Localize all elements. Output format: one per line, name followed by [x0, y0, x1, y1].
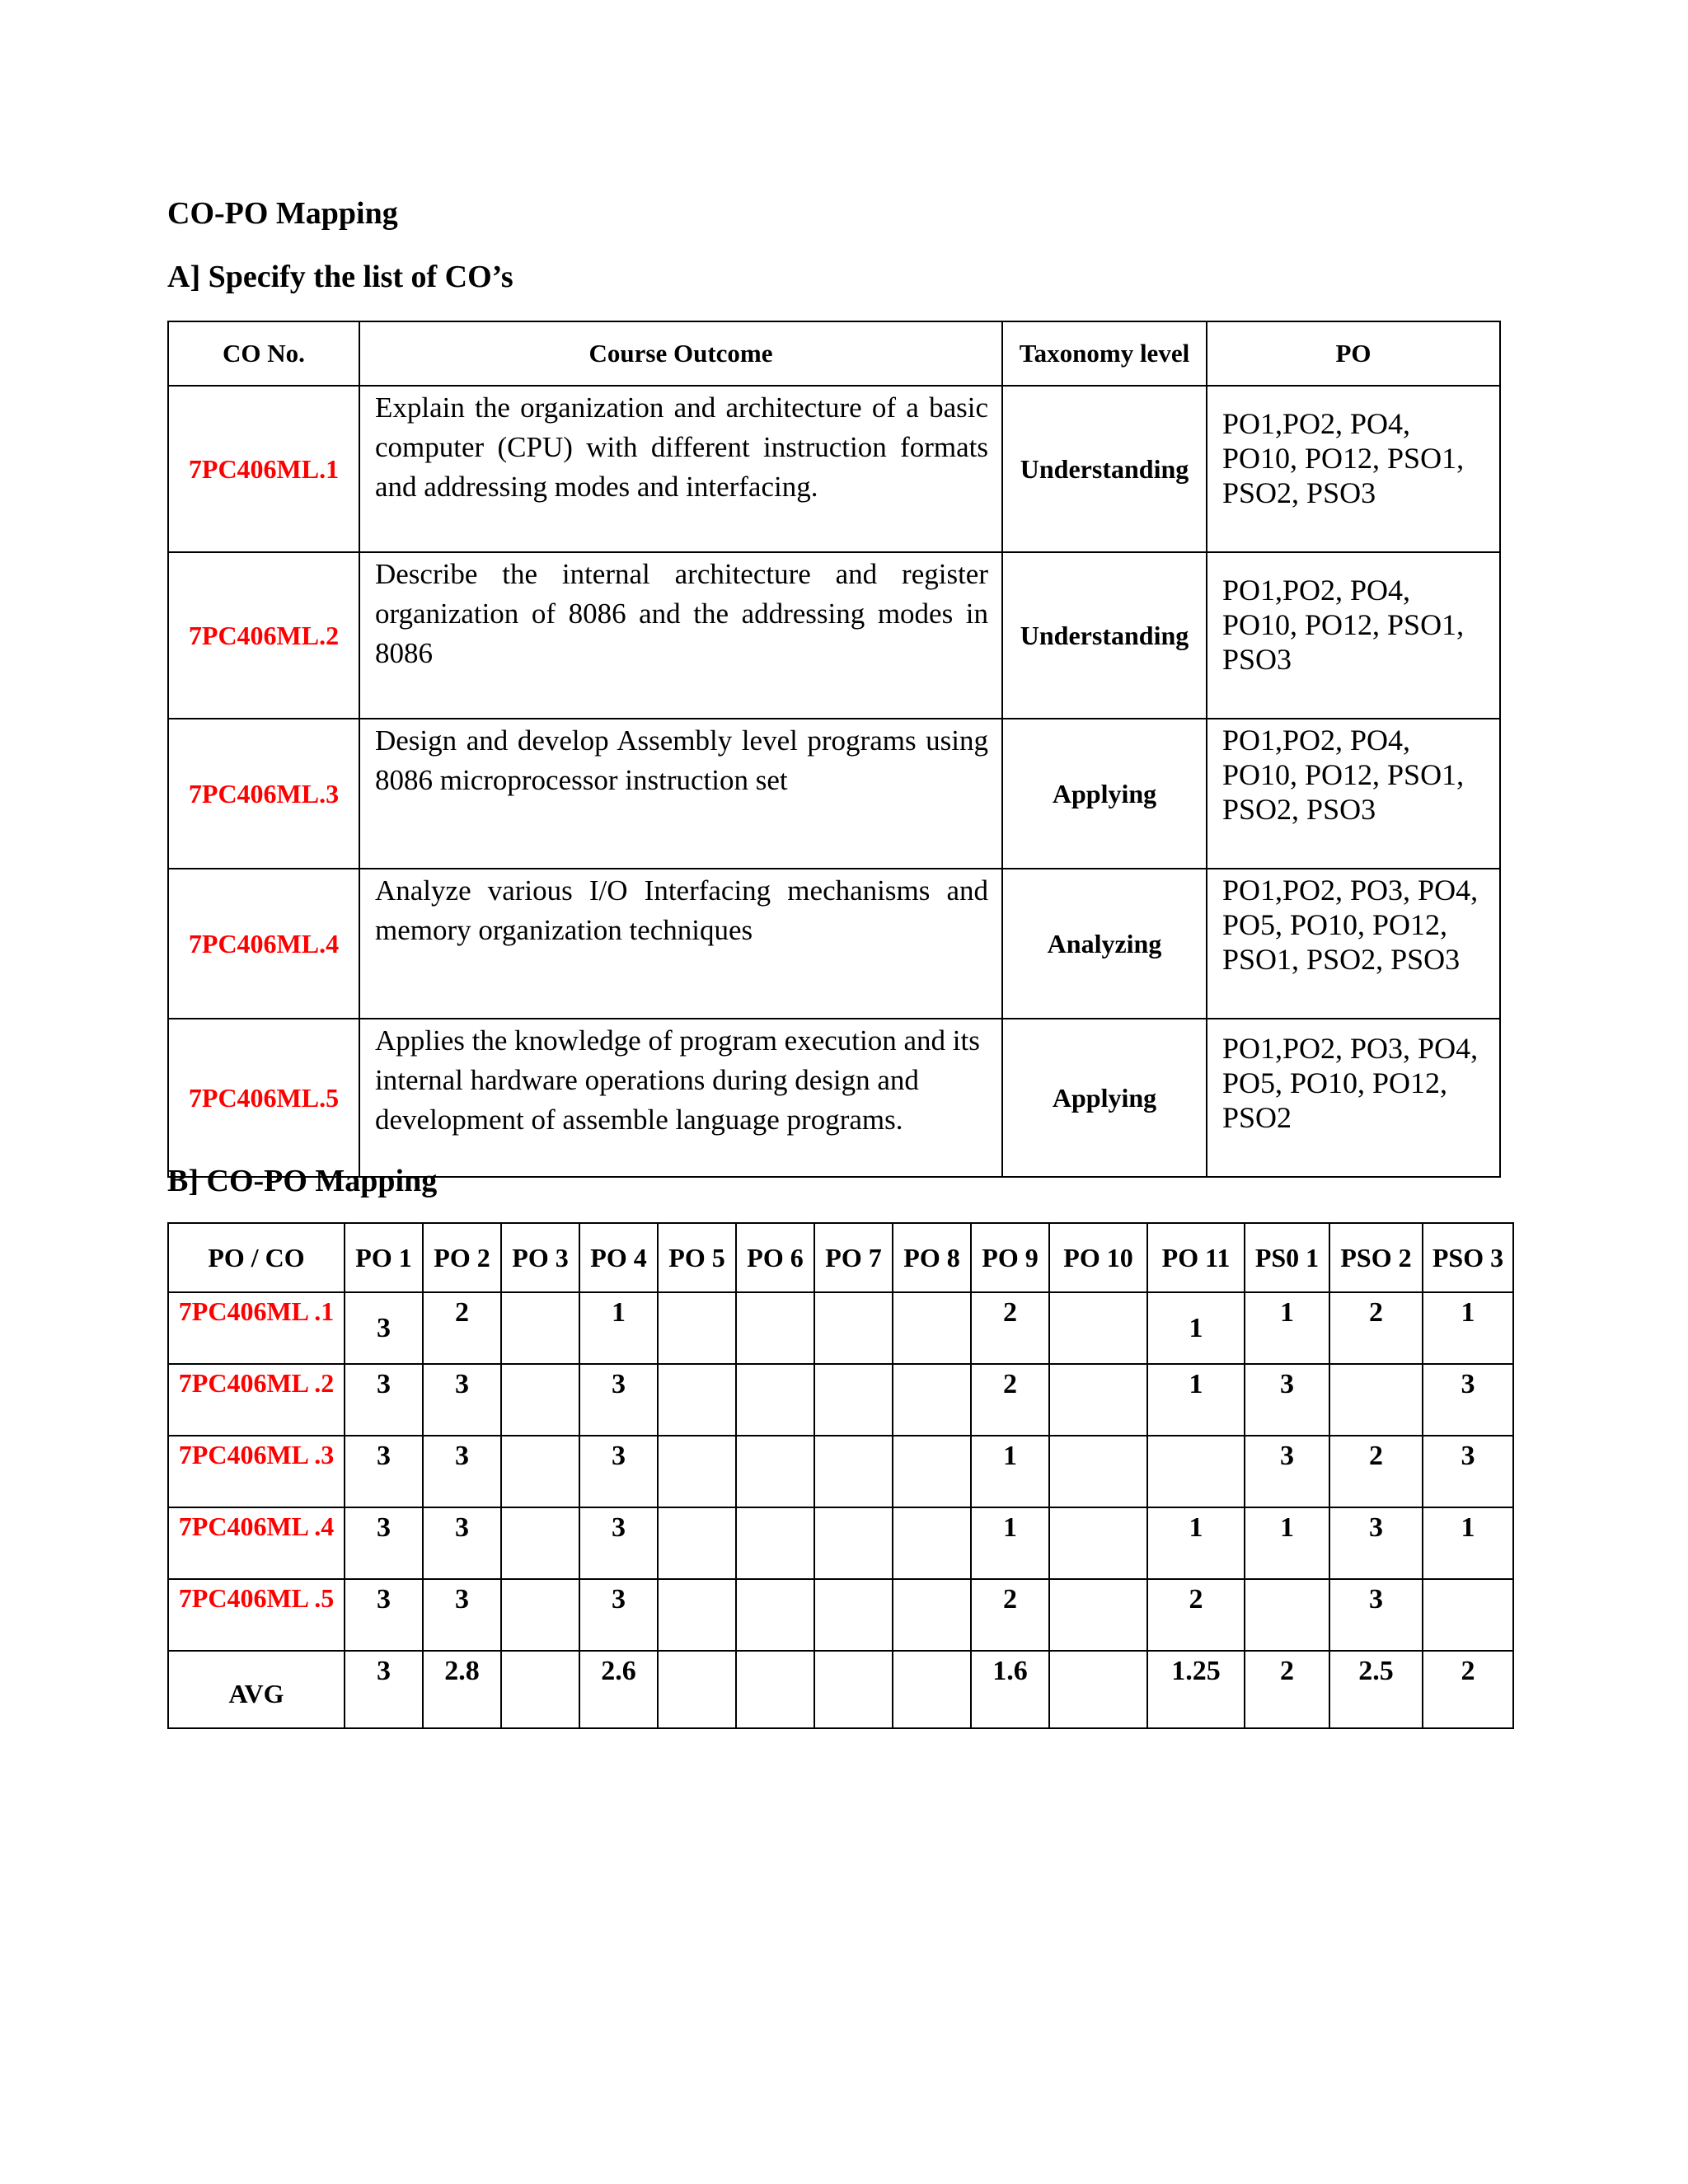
mapping-cell [1049, 1292, 1147, 1364]
po-list: PO1,PO2, PO4, PO10, PO12, PSO1, PSO2, PSO3 [1207, 719, 1500, 869]
mapping-cell: 1 [1147, 1507, 1245, 1579]
header-co-no: CO No. [168, 321, 359, 386]
mapping-cell: 2 [1329, 1292, 1423, 1364]
table-header-row [168, 321, 1500, 386]
row-label: 7PC406ML .2 [168, 1364, 345, 1436]
mapping-cell: 3 [423, 1579, 501, 1651]
avg-cell: 2 [1245, 1651, 1329, 1728]
header-po1: PO 1 [345, 1223, 423, 1292]
mapping-cell [736, 1364, 814, 1436]
table-row [168, 1364, 1513, 1436]
mapping-cell: 3 [579, 1507, 658, 1579]
mapping-cell [814, 1364, 893, 1436]
co-number: 7PC406ML.1 [168, 386, 359, 552]
mapping-cell [658, 1364, 736, 1436]
mapping-cell [893, 1507, 971, 1579]
table-row [168, 719, 1500, 869]
header-po11: PO 11 [1147, 1223, 1245, 1292]
avg-cell: 2 [1423, 1651, 1513, 1728]
header-course-outcome: Course Outcome [359, 321, 1002, 386]
table-row [168, 1019, 1500, 1177]
header-po6: PO 6 [736, 1223, 814, 1292]
avg-cell [501, 1651, 579, 1728]
mapping-cell: 3 [579, 1364, 658, 1436]
taxonomy-level: Understanding [1002, 386, 1207, 552]
mapping-cell [658, 1292, 736, 1364]
header-po5: PO 5 [658, 1223, 736, 1292]
avg-row [168, 1651, 1513, 1728]
table-row [168, 1507, 1513, 1579]
table-row [168, 1292, 1513, 1364]
mapping-cell [814, 1579, 893, 1651]
mapping-cell [893, 1579, 971, 1651]
mapping-cell: 1 [1147, 1364, 1245, 1436]
mapping-cell [501, 1364, 579, 1436]
mapping-cell [1423, 1579, 1513, 1651]
mapping-cell: 3 [579, 1436, 658, 1507]
mapping-cell [1049, 1436, 1147, 1507]
mapping-cell: 3 [1423, 1364, 1513, 1436]
header-po4: PO 4 [579, 1223, 658, 1292]
mapping-cell: 3 [345, 1579, 423, 1651]
taxonomy-level: Applying [1002, 1019, 1207, 1177]
co-number: 7PC406ML.3 [168, 719, 359, 869]
avg-cell [1049, 1651, 1147, 1728]
mapping-cell [736, 1292, 814, 1364]
mapping-cell [893, 1436, 971, 1507]
mapping-cell [1049, 1579, 1147, 1651]
po-list: PO1,PO2, PO4, PO10, PO12, PSO1, PSO2, PSO3 [1207, 386, 1500, 552]
mapping-cell [501, 1292, 579, 1364]
mapping-cell: 2 [971, 1292, 1049, 1364]
section-a-heading: A] Specify the list of CO’s [167, 260, 513, 294]
mapping-cell: 3 [1329, 1507, 1423, 1579]
mapping-cell [658, 1436, 736, 1507]
mapping-cell: 3 [345, 1436, 423, 1507]
mapping-cell: 3 [345, 1507, 423, 1579]
co-number: 7PC406ML.5 [168, 1019, 359, 1177]
header-taxonomy-level: Taxonomy level [1002, 321, 1207, 386]
mapping-cell [736, 1436, 814, 1507]
mapping-cell [1049, 1364, 1147, 1436]
mapping-cell [501, 1579, 579, 1651]
avg-cell [736, 1651, 814, 1728]
mapping-cell [1329, 1364, 1423, 1436]
row-label: 7PC406ML .4 [168, 1507, 345, 1579]
avg-label: AVG [168, 1651, 345, 1728]
course-outcome-text: Design and develop Assembly level programs using 8086 microprocessor instruction set [359, 719, 1002, 869]
row-label: 7PC406ML .1 [168, 1292, 345, 1364]
row-label: 7PC406ML .5 [168, 1579, 345, 1651]
mapping-cell [736, 1579, 814, 1651]
header-po7: PO 7 [814, 1223, 893, 1292]
mapping-cell: 1 [1423, 1292, 1513, 1364]
mapping-cell: 3 [1329, 1579, 1423, 1651]
row-label: 7PC406ML .3 [168, 1436, 345, 1507]
mapping-cell [1245, 1579, 1329, 1651]
avg-cell [893, 1651, 971, 1728]
avg-cell: 1.25 [1147, 1651, 1245, 1728]
co-number: 7PC406ML.2 [168, 552, 359, 719]
mapping-cell [1049, 1507, 1147, 1579]
mapping-cell: 3 [345, 1364, 423, 1436]
avg-cell: 2.6 [579, 1651, 658, 1728]
avg-cell [658, 1651, 736, 1728]
header-po8: PO 8 [893, 1223, 971, 1292]
table-row [168, 1436, 1513, 1507]
mapping-cell [658, 1579, 736, 1651]
mapping-header-row [168, 1223, 1513, 1292]
mapping-cell: 2 [423, 1292, 501, 1364]
section-b-heading: B] CO-PO Mapping [167, 1164, 438, 1198]
avg-cell: 1.6 [971, 1651, 1049, 1728]
table-row [168, 552, 1500, 719]
avg-cell: 3 [345, 1651, 423, 1728]
mapping-cell [736, 1507, 814, 1579]
mapping-cell: 1 [1423, 1507, 1513, 1579]
mapping-cell: 1 [971, 1436, 1049, 1507]
course-outcome-text: Explain the organization and architecture of a basic computer (CPU) with different instruction formats and addressing modes and interfacing. [359, 386, 1002, 552]
po-list: PO1,PO2, PO4, PO10, PO12, PSO1, PSO3 [1207, 552, 1500, 719]
mapping-cell: 3 [423, 1436, 501, 1507]
header-pso3: PSO 3 [1423, 1223, 1513, 1292]
co-number: 7PC406ML.4 [168, 869, 359, 1019]
mapping-cell: 1 [1245, 1507, 1329, 1579]
header-po: PO [1207, 321, 1500, 386]
mapping-cell: 2 [1147, 1579, 1245, 1651]
mapping-cell: 1 [579, 1292, 658, 1364]
mapping-cell: 3 [1423, 1436, 1513, 1507]
table-row [168, 386, 1500, 552]
po-list: PO1,PO2, PO3, PO4, PO5, PO10, PO12, PSO2 [1207, 1019, 1500, 1177]
header-pso2: PSO 2 [1329, 1223, 1423, 1292]
taxonomy-level: Analyzing [1002, 869, 1207, 1019]
mapping-cell [658, 1507, 736, 1579]
mapping-cell [814, 1292, 893, 1364]
mapping-cell: 3 [579, 1579, 658, 1651]
header-po2: PO 2 [423, 1223, 501, 1292]
header-po9: PO 9 [971, 1223, 1049, 1292]
header-pso1: PS0 1 [1245, 1223, 1329, 1292]
mapping-cell: 2 [971, 1364, 1049, 1436]
mapping-cell: 2 [1329, 1436, 1423, 1507]
mapping-cell: 3 [423, 1507, 501, 1579]
mapping-cell [893, 1364, 971, 1436]
taxonomy-level: Understanding [1002, 552, 1207, 719]
avg-cell [814, 1651, 893, 1728]
mapping-cell [1147, 1436, 1245, 1507]
mapping-cell: 1 [971, 1507, 1049, 1579]
mapping-cell: 1 [1245, 1292, 1329, 1364]
mapping-cell: 1 [1147, 1292, 1245, 1364]
mapping-cell: 2 [971, 1579, 1049, 1651]
mapping-cell: 3 [1245, 1364, 1329, 1436]
po-list: PO1,PO2, PO3, PO4, PO5, PO10, PO12, PSO1, PSO2, PSO3 [1207, 869, 1500, 1019]
taxonomy-level: Applying [1002, 719, 1207, 869]
header-po-co: PO / CO [168, 1223, 345, 1292]
mapping-cell: 3 [345, 1292, 423, 1364]
mapping-cell [501, 1436, 579, 1507]
mapping-cell [501, 1507, 579, 1579]
avg-cell: 2.5 [1329, 1651, 1423, 1728]
course-outcome-text: Analyze various I/O Interfacing mechanisms and memory organization techniques [359, 869, 1002, 1019]
course-outcome-text: Describe the internal architecture and register organization of 8086 and the addressing modes in 8086 [359, 552, 1002, 719]
table-row [168, 869, 1500, 1019]
mapping-cell [814, 1436, 893, 1507]
course-outcomes-table [167, 321, 1501, 1178]
header-po3: PO 3 [501, 1223, 579, 1292]
header-po10: PO 10 [1049, 1223, 1147, 1292]
mapping-cell [893, 1292, 971, 1364]
table-row [168, 1579, 1513, 1651]
page-title: CO-PO Mapping [167, 196, 398, 231]
mapping-cell [814, 1507, 893, 1579]
mapping-cell: 3 [423, 1364, 501, 1436]
co-po-mapping-table [167, 1222, 1514, 1729]
avg-cell: 2.8 [423, 1651, 501, 1728]
course-outcome-text: Applies the knowledge of program execution and its internal hardware operations during design and development of assemble language programs. [359, 1019, 1002, 1177]
mapping-cell: 3 [1245, 1436, 1329, 1507]
